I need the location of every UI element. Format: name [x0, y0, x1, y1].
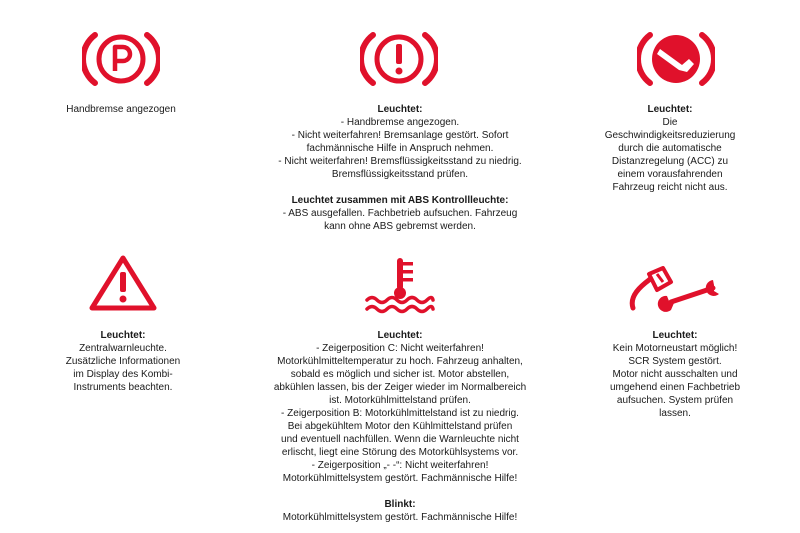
coolant-temperature-icon	[364, 255, 436, 315]
central-warning-text	[48, 329, 198, 394]
brake-system-text	[250, 103, 550, 233]
text-line: ist. Motorkühlmittelstand prüfen.	[329, 395, 471, 406]
text-line: lassen.	[659, 408, 691, 419]
text-line: Bremsflüssigkeitsstand prüfen.	[331, 169, 469, 180]
text-line: - Handbremse angezogen.	[340, 117, 460, 128]
text-line: Instruments beachten.	[73, 382, 173, 393]
coolant-text	[240, 329, 560, 524]
text-line: Leuchtet:	[377, 330, 423, 341]
text-line: Zentralwarnleuchte.	[79, 343, 167, 354]
text-line: Zusätzliche Informationen	[65, 356, 181, 367]
text-line: - ABS ausgefallen. Fachbetrieb aufsuchen. Fahrzeug	[282, 208, 518, 219]
text-line: sobald es möglich und sicher ist. Motor abstellen,	[290, 369, 510, 380]
acc-text	[585, 103, 755, 194]
text-line: Kein Motorneustart möglich!	[612, 343, 738, 354]
text-line: umgehend einen Fachbetrieb	[609, 382, 741, 393]
text-line: erlischt, liegt eine Störung des Motorkühlsystems vor.	[281, 447, 519, 458]
parking-brake-icon	[82, 29, 160, 89]
text-line: - Zeigerposition C: Nicht weiterfahren!	[316, 343, 484, 354]
central-warning-triangle-icon	[88, 254, 158, 312]
text-line: Geschwindigkeitsreduzierung	[604, 130, 736, 141]
text-line: - Zeigerposition B: Motorkühlmittelstand ist zu niedrig.	[281, 408, 519, 419]
text-line: Blinkt:	[384, 499, 416, 510]
text-line: Motorkühlmittelsystem gestört. Fachmännische Hilfe!	[282, 512, 518, 523]
text-line: kann ohne ABS gebremst werden.	[324, 221, 476, 232]
text-line: SCR System gestört.	[628, 356, 722, 367]
text-line: - Zeigerposition „- -“: Nicht weiterfahren!	[311, 460, 489, 471]
text-line: Motor nicht ausschalten und	[612, 369, 738, 380]
text-line: im Display des Kombi-	[73, 369, 173, 380]
text-line: Leuchtet:	[652, 330, 698, 341]
text-line: Distanzregelung (ACC) zu	[611, 156, 729, 167]
text-line: Leuchtet:	[377, 104, 423, 115]
text-line: Leuchtet zusammen mit ABS Kontrollleuchte:	[291, 195, 509, 206]
text-line: Fahrzeug reicht nicht aus.	[612, 182, 728, 193]
text-line: Die	[662, 117, 678, 128]
text-line: Motorkühlmitteltemperatur zu hoch. Fahrzeug anhalten,	[277, 356, 523, 367]
text-line: Motorkühlmittelsystem gestört. Fachmännische Hilfe!	[282, 473, 518, 484]
brake-warning-icon	[360, 29, 438, 89]
scr-text	[595, 329, 755, 420]
text-line: aufsuchen. System prüfen	[616, 395, 734, 406]
parking-brake-text	[50, 103, 192, 116]
text-line: und eventuell nachfüllen. Wenn die Warnleuchte nicht	[281, 434, 519, 445]
text-line: fachmännische Hilfe in Anspruch nehmen.	[306, 143, 494, 154]
text-line: Leuchtet:	[647, 104, 693, 115]
text-line: Leuchtet:	[100, 330, 146, 341]
text-line: Bei abgekühltem Motor den Kühlmittelstand prüfen	[287, 421, 513, 432]
text-line: - Nicht weiterfahren! Bremsanlage gestört. Sofort	[291, 130, 509, 141]
text-line: einem vorausfahrenden	[617, 169, 723, 180]
text-line: abkühlen lassen, bis der Zeiger wieder im Normalbereich	[273, 382, 527, 393]
text-line: Handbremse angezogen	[66, 104, 176, 115]
acc-brake-icon	[637, 29, 715, 89]
text-line: durch die automatische	[618, 143, 722, 154]
text-line: - Nicht weiterfahren! Bremsflüssigkeitsstand zu niedrig.	[278, 156, 522, 167]
scr-system-wrench-icon	[627, 266, 727, 312]
